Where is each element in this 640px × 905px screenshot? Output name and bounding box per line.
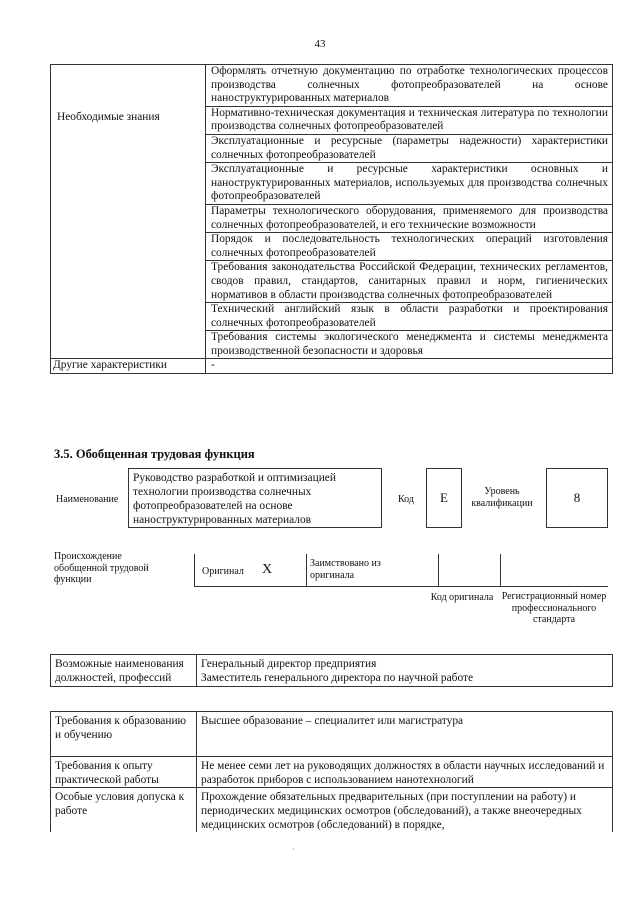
qualification-level-label: Уровень квалификации [471, 486, 533, 509]
positions-table-body [51, 655, 613, 687]
requirement-label: Требования к опыту практической работы [51, 757, 197, 788]
page-number: 43 [314, 38, 326, 50]
code-original-label: Код оригинала [430, 592, 494, 603]
requirement-row [51, 788, 613, 833]
original-mark: X [262, 562, 273, 577]
origin-label: Происхождение обобщенной трудовой функции [54, 551, 149, 585]
section-title: 3.5. Обобщенная трудовая функция [54, 447, 255, 461]
knowledge-item: Порядок и последовательность технологических операций изготовления солнечных фотопреобразователей [206, 233, 613, 261]
qualification-level-box [546, 468, 608, 528]
requirement-label: Особые условия допуска к работе [51, 788, 197, 833]
requirement-value: Высшее образование – специалитет или магистратура [197, 712, 613, 757]
knowledge-label: Необходимые знания [51, 65, 206, 359]
position-item: Заместитель генерального директора по научной работе [201, 672, 474, 684]
requirement-value: Не менее семи лет на руководящих должностях в области научных исследований и разработок приборов с использованием нанотехнологий [197, 757, 613, 788]
knowledge-item: Оформлять отчетную документацию по отработке технологических процессов производства солнечных фотопреобразователей на основе наноструктурированных материалов [206, 65, 613, 107]
positions-row [51, 655, 613, 687]
code-label: Код [398, 494, 414, 505]
knowledge-item: Требования системы экологического менеджмента и системы менеджмента производственной безопасности и здоровья [206, 331, 613, 359]
knowledge-item: Параметры технологического оборудования, применяемого для производства солнечных фотопреобразователей, и его технические возможности [206, 204, 613, 232]
code-box [426, 468, 462, 528]
function-name-box: Руководство разработкой и оптимизацией технологии производства солнечных фотопреобразователей на основе наноструктурированных материалов [128, 468, 382, 528]
requirements-table-body [51, 712, 613, 833]
requirement-value: Прохождение обязательных предварительных (при поступлении на работу) и периодических медицинских осмотров (обследований), а также внеочередных медицинских осмотров (обследований) в порядке, [197, 788, 613, 833]
origin-cell-divider [438, 554, 439, 586]
origin-cell-divider [194, 554, 195, 586]
knowledge-item: Нормативно-техническая документация и техническая литература по технологии производства солнечных фотопреобразователей [206, 106, 613, 134]
knowledge-item: Эксплуатационные и ресурсные (параметры надежности) характеристики солнечных фотопреобразователей [206, 134, 613, 162]
registration-number-label: Регистрационный номер профессионального стандарта [501, 591, 607, 625]
borrowed-label: Заимствовано из оригинала [310, 558, 381, 581]
other-characteristics-label: Другие характеристики [51, 359, 206, 374]
knowledge-item: Эксплуатационные и ресурсные характеристики основных и наноструктурированных материалов, используемых для производства солнечных фотопреобразователей [206, 163, 613, 205]
other-characteristics-row [51, 359, 613, 374]
scan-mark: · [292, 845, 295, 854]
origin-cell-divider [500, 554, 501, 586]
other-characteristics-value: - [206, 359, 613, 374]
qualification-level-value: 8 [573, 490, 581, 505]
code-value: E [440, 490, 448, 505]
knowledge-row [51, 65, 613, 107]
name-label: Наименование [56, 494, 119, 505]
positions-table [50, 654, 613, 687]
knowledge-table-body [51, 65, 613, 374]
knowledge-table [50, 64, 613, 374]
requirement-row [51, 712, 613, 757]
knowledge-item: Технический английский язык в области разработки и проектирования солнечных фотопреобразователей [206, 303, 613, 331]
requirement-label: Требования к образованию и обучению [51, 712, 197, 757]
position-item: Генеральный директор предприятия [201, 658, 377, 670]
origin-cell-divider [306, 554, 307, 586]
original-label: Оригинал [202, 566, 244, 577]
requirement-row [51, 757, 613, 788]
positions-label: Возможные наименования должностей, профессий [51, 655, 197, 687]
positions-values [197, 655, 613, 687]
knowledge-item: Требования законодательства Российской Федерации, технических регламентов, сводов правил, стандартов, санитарных правил и норм, гигиенических нормативов в области производства солнечных фотопреобразователей [206, 261, 613, 303]
requirements-table [50, 711, 613, 832]
